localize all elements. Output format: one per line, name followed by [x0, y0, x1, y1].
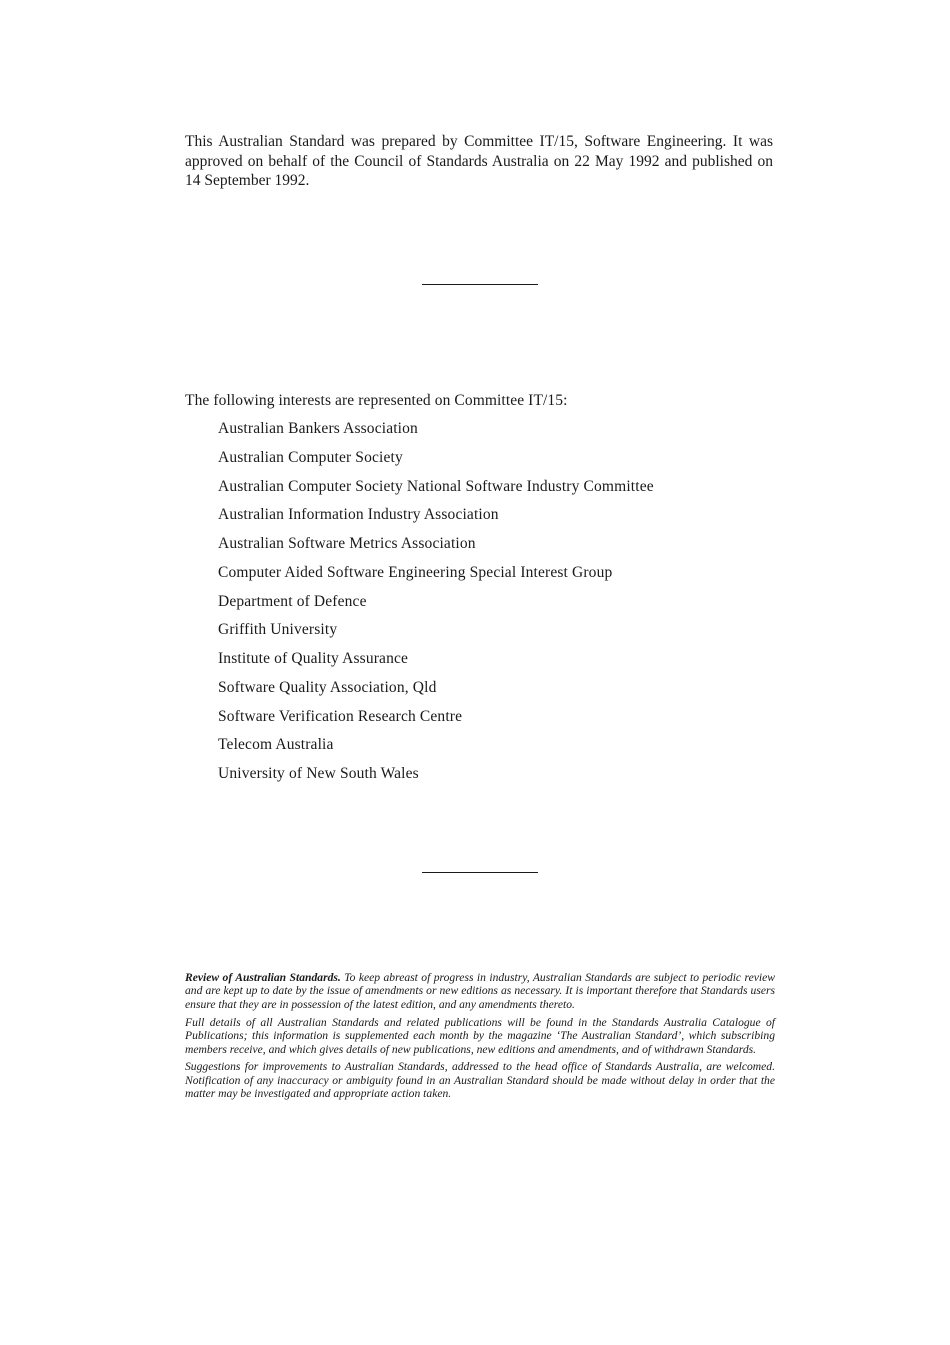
committee-member-list	[218, 419, 654, 793]
committee-member: Software Quality Association, Qld	[218, 678, 437, 696]
preparation-statement: This Australian Standard was prepared by Committee IT/15, Software Engineering. It was approved on behalf of the Council of Standards Australia on 22 May 1992 and published on 14 September 1992.	[185, 133, 773, 189]
committee-member: Computer Aided Software Engineering Special Interest Group	[218, 563, 613, 581]
suggestions-paragraph: Suggestions for improvements to Australian Standards, addressed to the head office of Standards Australia, are welcomed. Notification of any inaccuracy or ambiguity found in an Australian Standard should be made without delay in order that the matter may be investigated and appropriate action taken.	[185, 1060, 775, 1101]
committee-member: Australian Software Metrics Association	[218, 535, 476, 552]
review-heading: Review of Australian Standards.	[185, 971, 341, 984]
review-notes	[185, 971, 775, 1105]
committee-member: Australian Information Industry Association	[218, 506, 499, 524]
committee-member: Griffith University	[218, 621, 338, 639]
section-divider	[422, 284, 538, 285]
committee-member: Software Verification Research Centre	[218, 707, 463, 725]
committee-member: University of New South Wales	[218, 765, 419, 782]
committee-member: Australian Computer Society	[218, 448, 403, 466]
committee-member: Australian Computer Society National Software Industry Committee	[218, 477, 654, 495]
catalogue-paragraph: Full details of all Australian Standards and related publications will be found in the Standards Australia Catalogue of Publications; this information is supplemented each month by the magazine ‘The Australian Standard’, which subscribing members receive, and which gives details of new publications, new editions and amendments, and of withdrawn Standards.	[185, 1015, 775, 1056]
committee-member: Telecom Australia	[218, 736, 334, 754]
committee-member: Department of Defence	[218, 592, 367, 610]
review-paragraph	[185, 971, 775, 1011]
committee-member: Australian Bankers Association	[218, 420, 418, 437]
review-text: To keep abreast of progress in industry, Australian Standards are subject to periodic review and are kept up to date by the issue of amendments or new editions as necessary. It is important therefore that Standards users ensure that they are in possession of the latest edition, and any amendments thereto.	[185, 971, 775, 1011]
section-divider	[422, 872, 538, 873]
committee-member: Institute of Quality Assurance	[218, 650, 409, 667]
committee-heading: The following interests are represented on Committee IT/15:	[185, 392, 568, 409]
